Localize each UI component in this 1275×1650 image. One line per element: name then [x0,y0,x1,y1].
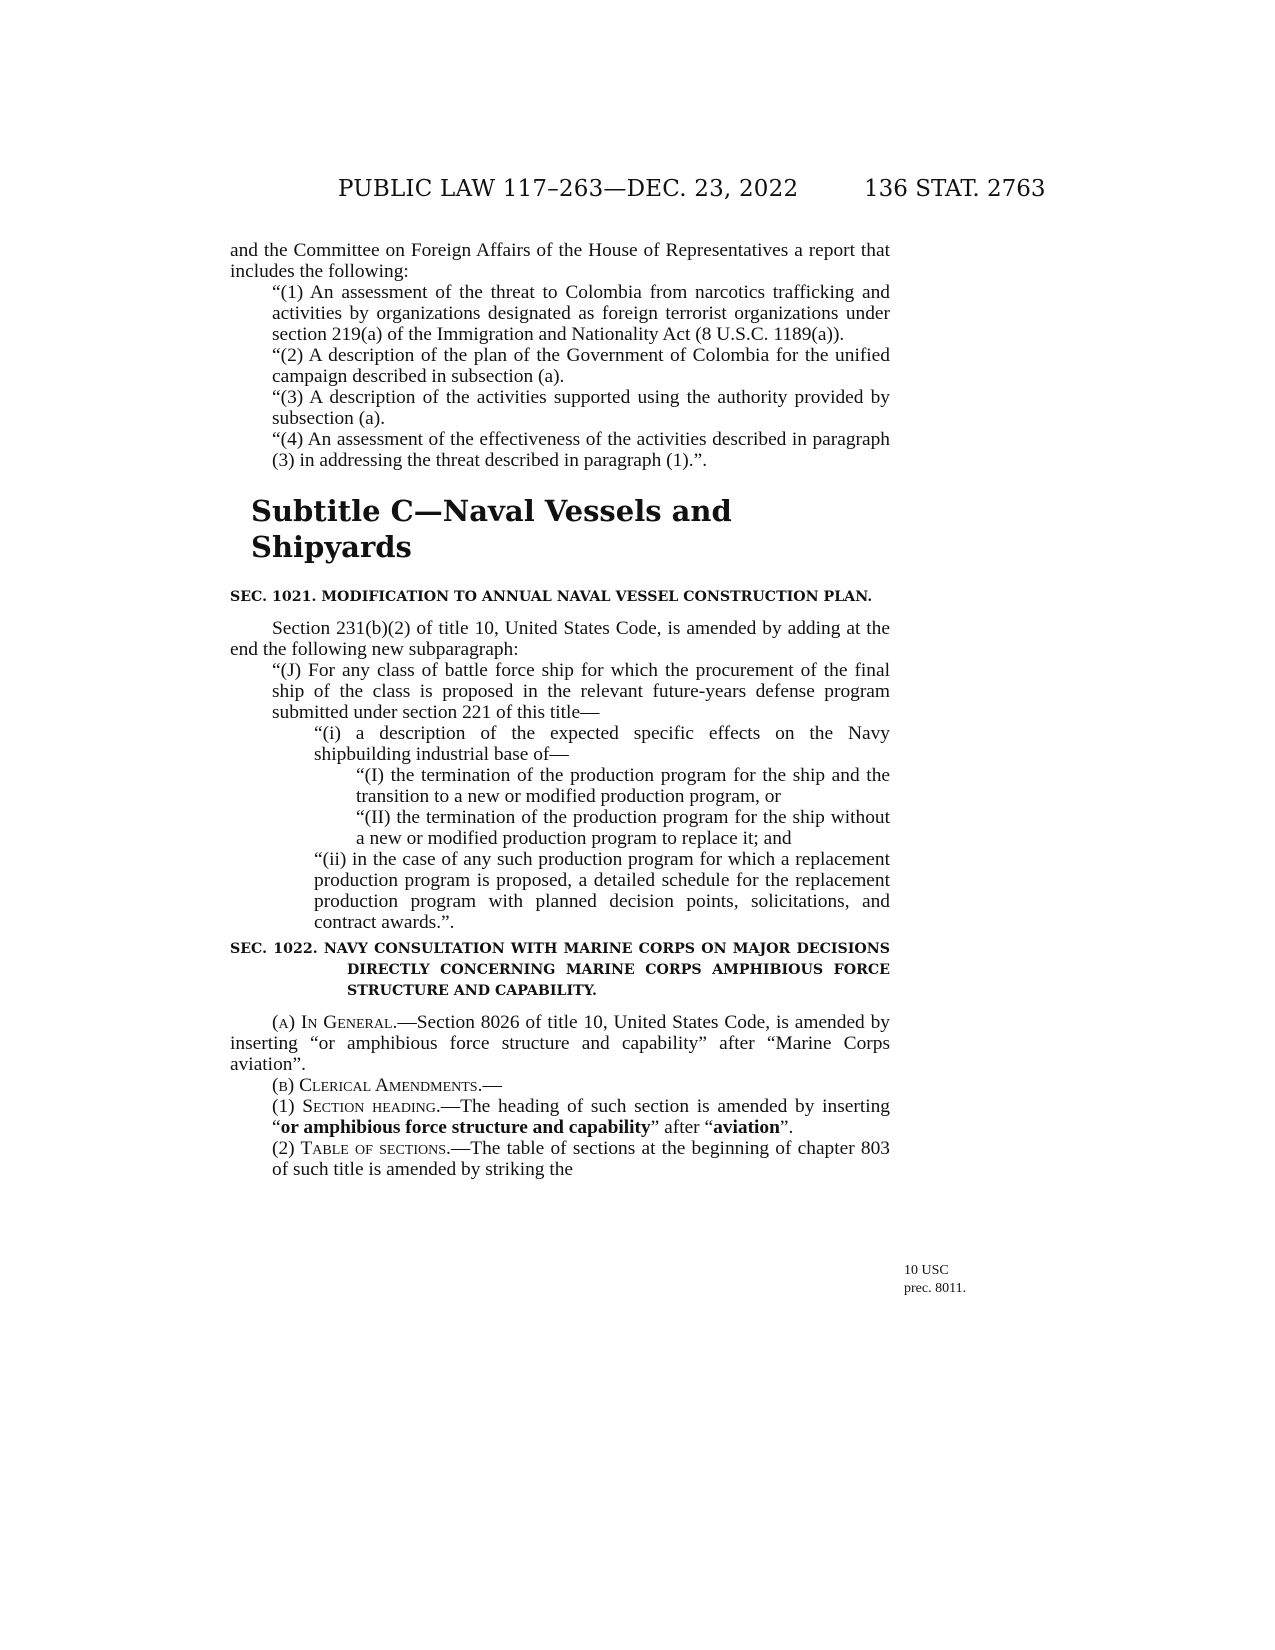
subsection-b-text: — [482,1075,502,1096]
item-2 [230,345,890,387]
section-1021-text: Section 231(b)(2) of title 10, United States Code, is amended by adding at the end the following new subparagraph: [230,618,890,660]
paragraph-b2 [230,1138,890,1180]
paragraph-b1-bold-2: aviation [713,1117,780,1138]
clause-ii: “(ii) in the case of any such production program for which a replacement production program is proposed, a detailed schedule for the replacement production program with planned decision points, solicitations, and contract awards.”. [314,849,890,933]
item-2-text: “(2) A description of the plan of the Government of Colombia for the unified campaign described in subsection (a). [272,345,890,387]
subclause-II: “(II) the termination of the production program for the ship without a new or modified production program to replace it; and [356,807,890,849]
section-1022-heading: SEC. 1022. NAVY CONSULTATION WITH MARINE CORPS ON MAJOR DECISIONS DIRECTLY CONCERNING MARINE CORPS AMPHIBIOUS FORCE STRUCTURE AND CAPABILITY. [230,941,890,999]
intro-paragraph: and the Committee on Foreign Affairs of the House of Representatives a report that includes the following: [230,240,890,282]
margin-note-line-1: 10 USC [904,1263,949,1278]
paragraph-b1-bold-1: or amphibious force structure and capability [280,1117,651,1138]
item-4 [230,429,890,471]
subtitle-heading: Subtitle C—Naval Vessels and Shipyards [251,494,732,564]
paragraph-b2-label: (2) Table of sections. [272,1138,451,1159]
clause-i: “(i) a description of the expected specific effects on the Navy shipbuilding industrial base of— [314,723,890,765]
paragraph-b1-text-2: ” after “ [650,1117,714,1138]
paragraph-b1-text-1: —The heading of such section is amended by inserting “ [272,1096,890,1138]
item-1 [230,282,890,345]
item-3-text: “(3) A description of the activities supported using the authority provided by subsection (a). [272,387,890,429]
running-header [0,176,1275,216]
item-1-text: “(1) An assessment of the threat to Colombia from narcotics trafficking and activities by organizations designated as foreign terrorist organizations under section 219(a) of the Immigration and Nationality Act (8 U.S.C. 1189(a)). [272,282,890,345]
header-title: PUBLIC LAW 117–263—DEC. 23, 2022 [338,176,799,202]
document-body [230,240,890,1180]
margin-citation-note [904,1262,984,1298]
paragraph-b1-label: (1) Section heading. [272,1096,441,1117]
margin-note-line-2: prec. 8011. [904,1281,967,1296]
paragraph-b1-text-3: ”. [779,1117,794,1138]
item-3 [230,387,890,429]
subsection-b [230,1075,890,1096]
header-stat-page: 136 STAT. 2763 [864,176,1046,202]
item-4-text: “(4) An assessment of the effectiveness of the activities described in paragraph (3) in addressing the threat described in paragraph (1).”. [272,429,890,471]
subsection-a-text: —Section 8026 of title 10, United States Code, is amended by inserting “or amphibious force structure and capability” after “Marine Corps aviation”. [230,1012,890,1075]
subsection-a [230,1012,890,1075]
section-1021-heading: SEC. 1021. MODIFICATION TO ANNUAL NAVAL VESSEL CONSTRUCTION PLAN. [230,589,873,605]
paragraph-b1 [230,1096,890,1138]
subsection-a-label: (a) In General. [272,1012,398,1033]
subparagraph-J: “(J) For any class of battle force ship for which the procurement of the final ship of the class is proposed in the relevant future-years defense program submitted under section 221 of this title— [272,660,890,723]
subsection-b-label: (b) Clerical Amendments. [272,1075,483,1096]
subclause-I: “(I) the termination of the production program for the ship and the transition to a new or modified production program, or [356,765,890,807]
paragraph-b2-text: —The table of sections at the beginning of chapter 803 of such title is amended by striking the [272,1138,890,1180]
